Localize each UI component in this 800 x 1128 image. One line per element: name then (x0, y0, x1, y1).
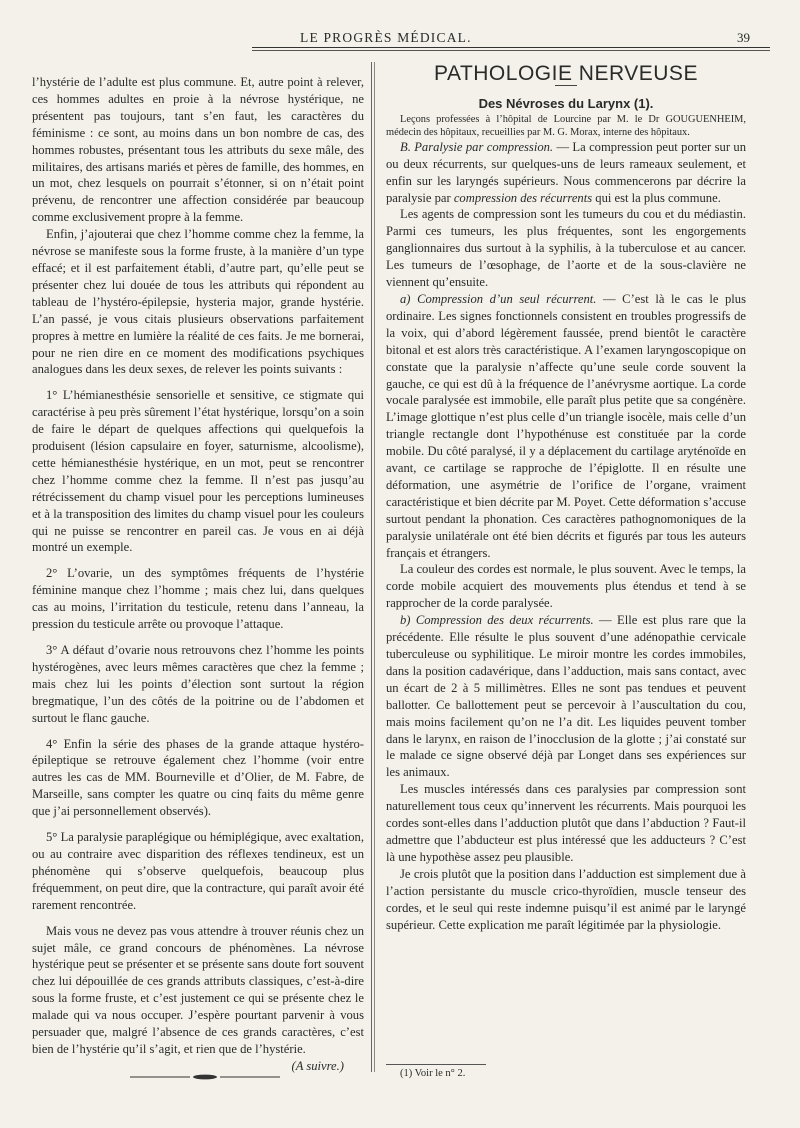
paragraph: La couleur des cordes est normale, le plus souvent. Avec le temps, la corde mobile acquiert des mouvements plus étendus et tend à se rapprocher de la corde paralysée. (386, 562, 746, 611)
paragraph-text: qui est la plus commune. (592, 190, 721, 205)
subheading: a) Compression d’un seul récurrent. (400, 291, 597, 306)
subheading: b) Compression des deux récurrents. (400, 613, 594, 628)
page-number: 39 (737, 30, 750, 45)
fleuron-ornament (130, 1074, 280, 1080)
byline: Leçons professées à l’hôpital de Lourcine par M. le Dr GOUGUENHEIM, médecin des hôpitaux, recueillies par M. G. Morax, interne des hôpitaux. (386, 113, 746, 138)
paragraph-text: — C’est là le cas le plus ordinaire. Les signes fonctionnels consistent en troubles progressifs de la voix, qui d’abord légèrement faussée, prend bientôt le caractère bitonal et est alors très caractéristique. A l’examen laryngoscopique on constate que la paralysie n’affecte qu’une seule corde souvent la gauche, ce qui est dû à la fréquence de l’anévrysme aortique. La corde vocale paralysée est immobile, elle paraît plus petite que sa congénère. L’image glottique n’est plus celle d’un triangle isocèle, mais celle d’un triangle rectangle dont l’hypothénuse est constituée par la corde mobile. Du côté paralysé, il y a déplacement du cartilage aryténoïde en avant, ce cartilage se rapproche de l’épiglotte. Il en résulte une déformation, une asymétrie de l’orifice de l’organe, vraiment caractéristique et bien décrite par M. Poyet. Cette déformation s’accuse surtout pendant la phonation. Ces caractères pathognomoniques de la paralysie unilatérale ont été bien décrits et figurés par tous les auteurs français et étrangers. (386, 291, 746, 560)
right-column (386, 62, 746, 933)
paragraph: 3° A défaut d’ovarie nous retrouvons chez l’homme les points hystérogènes, avec leurs mêmes caractères que chez la femme ; mais chez lui les points d’élection sont surtout la région bregmatique, l’un des côtés de la poitrine ou de l’abdomen et surtout le flanc gauche. (32, 643, 364, 725)
column-divider-thin (374, 62, 375, 1072)
section-title: PATHOLOGIE NERVEUSE (434, 62, 698, 85)
running-header (248, 30, 748, 46)
header-rule-thin (252, 50, 770, 51)
journal-title: LE PROGRÈS MÉDICAL. (300, 30, 472, 45)
paragraph: 4° Enfin la série des phases de la grande attaque hystéro-épileptique se retrouve également chez l’homme (voir entre autres les cas de MM. Bourneville et d’Olier, de M. Fabre, de Marseille, sans compter les quatre ou cinq faits du même genre que j’ai personnellement observés). (32, 736, 364, 819)
paragraph: l’hystérie de l’adulte est plus commune. Et, autre point à relever, ces hommes adultes en proie à la névrose hystérique, ne présentent pas toujours, tant s’en faut, les caractères du féminisme : ce sont, au moins dans un bon nombre de cas, des hommes robustes, présentant tous les attributs du sexe mâle, des militaires, des artisans mariés et pères de famille, des hommes, en un mot, chez lesquels on pourrait s’étonner, si on n’était point prévenu, de rencontrer une affection considérée par beaucoup comme exclusivement propre à la femme. (32, 75, 364, 225)
to-be-continued: (A suivre.) (291, 1058, 344, 1073)
paragraph: Mais vous ne devez pas vous attendre à trouver réunis chez un sujet mâle, ce grand concours de phénomènes. La névrose hystérique peut se présenter et se présente sans doute fort souvent chez lui dépouillée de ces grands attributs classiques, c’est-à-dire sous la forme fruste, et c’est justement ce qui se présente chez le malade qui va nous occuper. J’espère pourtant parvenir à vous persuader que, malgré l’absence de ces grands caractères, c’est bien de l’hystérie qu’il s’agit, et rien que de l’hystérie. (32, 923, 364, 1056)
paragraph-text: — Elle est plus rare que la précédente. Elle résulte le plus souvent d’une adénopathie cervicale tuberculeuse ou syphilitique. Le miroir montre les cordes immobiles, dans la position cadavérique, dans l’adduction, mais sans contact, avec un écart de 2 à 5 millimètres. Elles ne sont pas tendues et peuvent ballotter. Ce ballottement peut se percevoir à l’auscultation du cou, mais moins facilement qu’on ne l’a dit. Les liquides peuvent tomber dans le larynx, en raison de l’inocclusion de la glotte ; j’ai constaté sur le malade ce signe observé déjà par Longet dans ses expériences sur les animaux. (386, 613, 746, 780)
paragraph-text: — La compression peut porter sur un ou deux récurrents, sur quelques-uns de leurs rameaux seulement, et enfin sur les laryngés supérieurs. Nous commencerons par décrire la paralysie par (386, 139, 746, 205)
footnote-rule (386, 1064, 486, 1065)
footnote: (1) Voir le n° 2. (400, 1068, 466, 1079)
left-column (32, 74, 364, 1075)
emphasis: compression des récurrents (453, 190, 593, 205)
paragraph: Les muscles intéressés dans ces paralysies par compression sont naturellement tous ceux qu’innervent les récurrents. Mais pourquoi les cordes sont-elles dans l’adduction plutôt que dans l’abduction ? Faut-il admettre que l’abducteur est plus intéressé que les adducteurs ? C’est là une hypothèse assez peu plausible. (386, 782, 746, 864)
title-dash (555, 85, 577, 86)
paragraph: 2° L’ovarie, un des symptômes fréquents de l’hystérie féminine manque chez l’homme ; mais chez lui, dans quelques cas au moins, l’irritation du testicule, retenu dans l’anneau, la pression du testicule arrête ou provoque l’attaque. (32, 566, 364, 632)
paragraph: Enfin, j’ajouterai que chez l’homme comme chez la femme, la névrose se manifeste sous la forme fruste, à la manière d’un type effacé; et il est parfaitement établi, d’autre part, qu’elle peut se présenter chez lui douée de tous les attributs qui répondent au tableau de l’hystéro-épilepsie, hysteria major, grande hystérie. L’an passé, je vous citais plusieurs observations parfaitement propres à mettre en lumière la réalité de ces faits. Je me bornerai, pour ne rien dire en ce moment des modifications psychiques analogues dans les deux sexes, de relever les points suivants : (32, 227, 364, 377)
paragraph: Je crois plutôt que la position dans l’adduction est simplement due à l’action persistante du muscle crico-thyroïdien, muscle tenseur des cordes, et le seul qui reste indemne puisqu’il est animé par le laryngé supérieur. Cette explication me paraît légitimée par la physiologie. (386, 866, 746, 932)
column-divider (371, 62, 372, 1072)
article-title: Des Névroses du Larynx (1). (478, 95, 654, 111)
paragraph: Les agents de compression sont les tumeurs du cou et du médiastin. Parmi ces tumeurs, les plus fréquentes, sont les engorgements ganglionnaires dus surtout à la syphilis, à la tuberculose et au cancer. Les tumeurs de l’œsophage, de l’aorte et de la sous-clavière ne viennent qu’ensuite. (386, 207, 746, 290)
subheading: B. Paralysie par compression. (400, 139, 554, 154)
paragraph (386, 612, 746, 781)
paragraph: 1° L’hémianesthésie sensorielle et sensitive, ce stigmate qui caractérise à peu près sûrement l’état hystérique, lorsqu’on a soin de faire le départ de quelques affections qui quelquefois la produisent (lésion capsulaire en foyer, saturnisme, alcoolisme), cette hémianesthésie hystérique, en un mot, peut se rencontrer chez l’homme comme chez la femme. Il n’est pas jusqu’au rétrécissement du champ visuel pour les perceptions lumineuses et à la transposition des limites du champ visuel pour les couleurs qui ne puisse se rencontrer en pareil cas. Je vous en ai déjà montré un exemple. (32, 388, 364, 555)
header-rule (252, 47, 770, 48)
paragraph (386, 291, 746, 562)
paragraph: 5° La paralysie paraplégique ou hémiplégique, avec exaltation, ou au contraire avec disparition des réflexes tendineux, est un phénomène qui s’observe quelquefois, beaucoup plus fréquemment, on peut dire, que la contracture, qui paraît avoir été rarement rencontrée. (32, 830, 364, 912)
paragraph (386, 139, 746, 207)
